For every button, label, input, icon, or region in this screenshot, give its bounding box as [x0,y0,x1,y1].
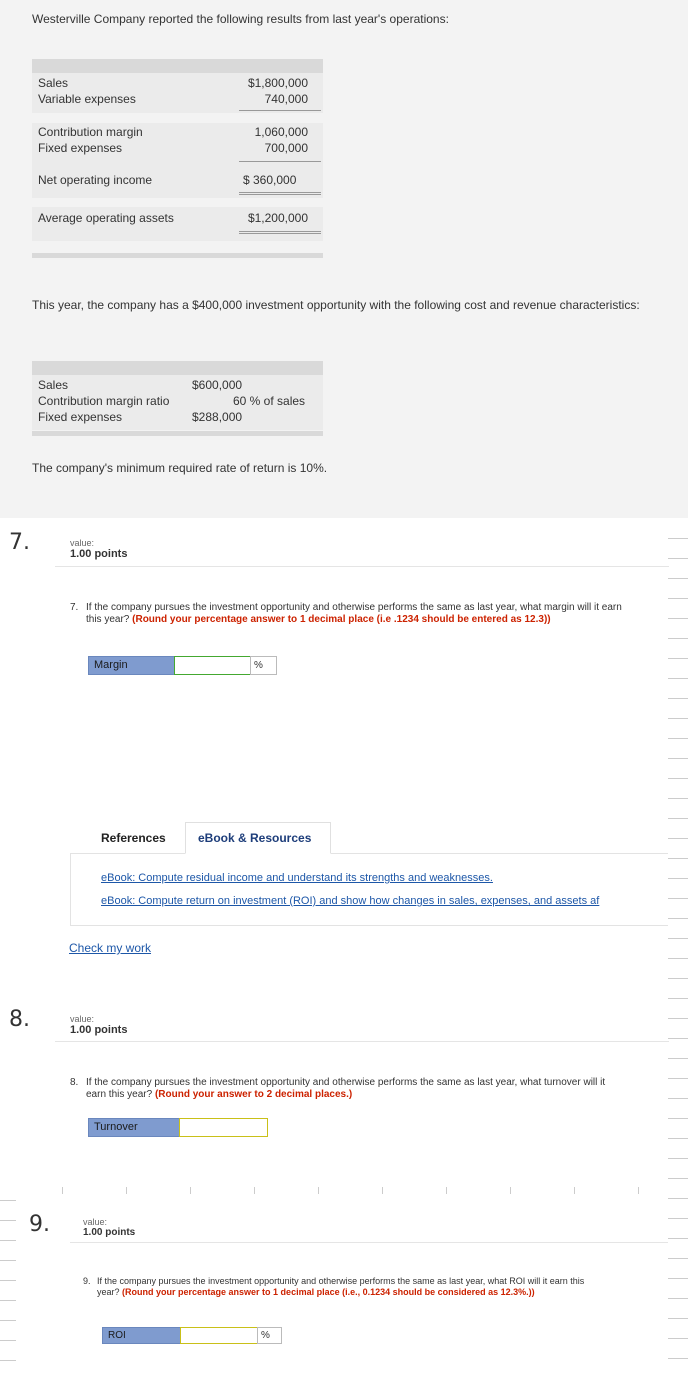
ruler-tick [638,1187,639,1194]
opportunity-label: Contribution margin ratio [38,394,170,408]
ruler-tick [254,1187,255,1194]
margin-rule [668,778,688,779]
margin-rule [0,1340,16,1341]
percent-unit: % [257,1327,282,1344]
table-footer-bar [32,253,323,258]
margin-rule [668,1018,688,1019]
ruler-tick [126,1187,127,1194]
question-body: If the company pursues the investment opportunity and otherwise performs the same as last year, what margin will it earn this year? [86,602,622,625]
margin-rule [0,1320,16,1321]
results-value: $1,200,000 [247,211,308,225]
margin-rule [668,918,688,919]
margin-rule [668,1138,688,1139]
results-value: 740,000 [264,92,308,106]
results-label: Contribution margin [38,125,143,139]
check-my-work-link[interactable]: Check my work [69,941,152,955]
margin-rule [668,618,688,619]
separator [55,1041,669,1042]
margin-rule [668,1218,688,1219]
margin-rule [0,1360,16,1361]
margin-rule [0,1300,16,1301]
ruler-tick [382,1187,383,1194]
margin-rule [668,1258,688,1259]
underline [239,110,321,111]
margin-rule [0,1200,16,1201]
margin-rule [668,658,688,659]
margin-rule [668,1358,688,1359]
margin-rule [668,958,688,959]
margin-rule [668,738,688,739]
value-label: value: [70,538,95,548]
question-prefix: 9. [83,1276,91,1286]
question-body: If the company pursues the investment opportunity and otherwise performs the same as last year, what turnover will it earn this year? [86,1077,606,1100]
margin-rule [668,1178,688,1179]
points: 1.00 points [83,1227,136,1238]
separator [55,566,669,567]
results-value: 1,060,000 [254,125,308,139]
margin-rule [668,1098,688,1099]
ebook-link-roi[interactable]: eBook: Compute return on investment (ROI) and show how changes in sales, expenses, and assets af [101,895,600,907]
results-label: Net operating income [38,173,153,187]
question-number: 9. [29,1212,50,1237]
margin-rule [668,938,688,939]
results-label: Variable expenses [38,92,136,106]
question-text [97,1276,597,1298]
value-label: value: [83,1217,108,1227]
opportunity-text: This year, the company has a $400,000 investment opportunity with the following cost and revenue characteristics: [32,298,640,312]
underline [239,161,321,162]
opportunity-value: $288,000 [192,410,243,424]
opportunity-label: Sales [38,378,69,392]
margin-label: Margin [88,656,175,675]
table-footer-bar [32,431,323,436]
required-return-text: The company's minimum required rate of return is 10%. [32,461,328,475]
results-label: Sales [38,76,69,90]
question-number: 7. [9,530,30,555]
margin-rule [668,698,688,699]
margin-rule [668,818,688,819]
rounding-instruction: (Round your percentage answer to 1 decimal place (i.e .1234 should be entered as 12.3)) [132,614,551,625]
table-header-bar [32,361,323,375]
percent-unit: % [250,656,277,675]
rounding-instruction: (Round your answer to 2 decimal places.) [154,1089,353,1100]
margin-rule [668,1338,688,1339]
ruler-tick [510,1187,511,1194]
rounding-instruction: (Round your percentage answer to 1 decimal place (i.e., 0.1234 should be considered as 12.3%.)) [122,1287,535,1297]
margin-rule [668,678,688,679]
margin-rule [668,898,688,899]
points: 1.00 points [70,1024,128,1036]
margin-rule [668,638,688,639]
margin-rule [668,1318,688,1319]
margin-rule [668,558,688,559]
roi-input[interactable] [180,1327,258,1344]
margin-rule [668,838,688,839]
margin-rule [668,758,688,759]
margin-rule [668,1298,688,1299]
ruler-tick [318,1187,319,1194]
margin-rule [668,1118,688,1119]
margin-rule [668,578,688,579]
question-text [86,602,626,626]
question-number: 8. [9,1007,30,1032]
margin-rule [0,1280,16,1281]
intro-text: Westerville Company reported the following results from last year's operations: [32,12,449,26]
margin-rule [668,998,688,999]
row-gap [32,113,323,123]
double-underline [239,231,321,234]
margin-rule [668,1158,688,1159]
turnover-input[interactable] [179,1118,268,1137]
margin-rule [668,858,688,859]
margin-rule [0,1260,16,1261]
row-gap [32,198,323,207]
results-label: Average operating assets [38,211,174,225]
opportunity-label: Fixed expenses [38,410,123,424]
ruler-tick [446,1187,447,1194]
ruler-tick [190,1187,191,1194]
margin-rule [668,1278,688,1279]
margin-rule [0,1220,16,1221]
double-underline [239,192,321,195]
margin-rule [668,798,688,799]
question-prefix: 7. [70,602,79,613]
margin-rule [668,1078,688,1079]
results-label: Fixed expenses [38,141,123,155]
ebook-link-residual-income[interactable]: eBook: Compute residual income and understand its strengths and weaknesses. [101,872,493,884]
ruler-tick [62,1187,63,1194]
opportunity-value: 60 % of sales [233,394,306,408]
results-value: $ 360,000 [243,173,297,187]
question-text [86,1077,626,1101]
margin-rule [668,1198,688,1199]
margin-rule [668,1038,688,1039]
resources-panel [70,853,668,926]
points: 1.00 points [70,548,128,560]
turnover-label: Turnover [88,1118,180,1137]
ruler-tick [574,1187,575,1194]
value-label: value: [70,1014,95,1024]
results-value: 700,000 [264,141,308,155]
roi-label: ROI [102,1327,181,1344]
margin-rule [668,598,688,599]
opportunity-value: $600,000 [192,378,243,392]
tab-ebook-resources[interactable]: eBook & Resources [198,831,312,845]
tab-references[interactable]: References [101,831,166,845]
margin-rule [668,538,688,539]
question-prefix: 8. [70,1077,79,1088]
margin-rule [0,1240,16,1241]
question-body: If the company pursues the investment opportunity and otherwise performs the same as last year, what ROI will it earn this year? [97,1276,585,1297]
margin-rule [668,878,688,879]
margin-rule [668,718,688,719]
separator [70,1242,668,1243]
table-header-bar [32,59,323,73]
margin-rule [668,1058,688,1059]
margin-input[interactable] [174,656,251,675]
results-value: $1,800,000 [247,76,308,90]
margin-rule [668,1238,688,1239]
margin-rule [668,978,688,979]
